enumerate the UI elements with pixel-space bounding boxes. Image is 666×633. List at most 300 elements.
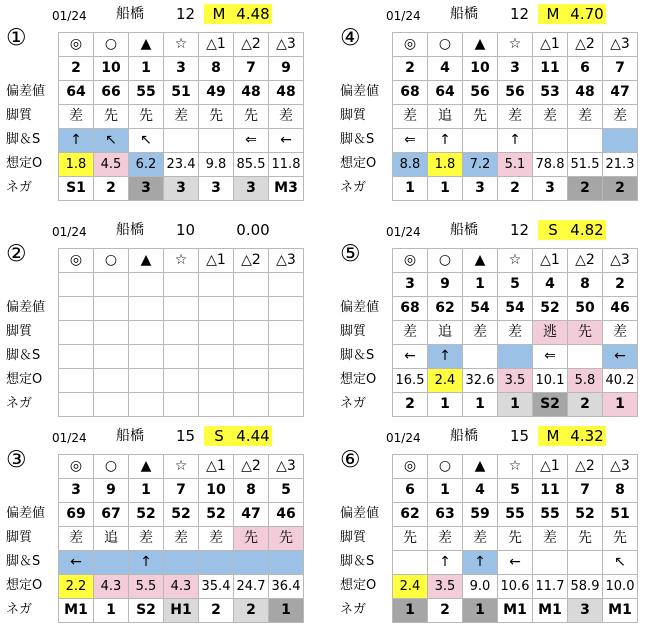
table-row [59, 177, 304, 201]
running-style-cell: 差 [603, 105, 638, 129]
race-venue: 船橋 [116, 222, 144, 238]
mark-cell: ◎ [393, 33, 428, 57]
row-labels [340, 80, 379, 200]
running-style-cell: 先 [234, 105, 269, 129]
mark-cell: ☆ [164, 249, 199, 273]
expected-odds-cell: 51.5 [568, 153, 603, 177]
race-number: 12 [176, 5, 196, 23]
row-label: 想定O [6, 578, 43, 593]
table-row [393, 479, 638, 503]
running-style-cell [164, 321, 199, 345]
deviation-cell: 66 [94, 81, 129, 105]
race-date: 01/24 [52, 431, 87, 445]
position-arrow-cell: ⇐ [393, 129, 428, 153]
race-number: 15 [176, 427, 196, 445]
running-style-cell: 先 [234, 527, 269, 551]
mark-cell: ☆ [498, 33, 533, 57]
mark-cell: ▲ [463, 33, 498, 57]
deviation-cell: 50 [568, 297, 603, 321]
table-row [393, 153, 638, 177]
position-arrow-cell: ↑ [428, 551, 463, 575]
deviation-cell: 62 [428, 297, 463, 321]
position-arrow-cell: ← [498, 551, 533, 575]
race-grade [204, 220, 234, 240]
row-labels [6, 502, 45, 622]
table-row [59, 321, 304, 345]
negative-cell: 2 [428, 599, 463, 623]
deviation-cell: 67 [94, 503, 129, 527]
mark-cell: △1 [533, 249, 568, 273]
position-arrow-cell [603, 129, 638, 153]
position-arrow-cell: ↑ [428, 345, 463, 369]
position-arrow-cell: ⇐ [533, 345, 568, 369]
mark-cell: △1 [199, 33, 234, 57]
negative-cell [94, 393, 129, 417]
race-venue: 船橋 [450, 6, 478, 22]
deviation-cell: 52 [533, 297, 568, 321]
running-style-cell: 追 [428, 105, 463, 129]
table-row [59, 57, 304, 81]
running-style-cell [59, 321, 94, 345]
horse-number-cell [59, 273, 94, 297]
mark-cell: △1 [533, 455, 568, 479]
negative-cell [164, 393, 199, 417]
position-arrow-cell: ↖ [603, 551, 638, 575]
deviation-cell: 48 [234, 81, 269, 105]
deviation-cell: 62 [393, 503, 428, 527]
mark-cell: △3 [603, 33, 638, 57]
running-style-cell: 差 [533, 105, 568, 129]
deviation-cell: 68 [393, 297, 428, 321]
mark-cell: ▲ [129, 249, 164, 273]
horse-number-cell: 3 [59, 479, 94, 503]
running-style-cell: 差 [59, 527, 94, 551]
table-row [393, 177, 638, 201]
negative-cell: 2 [393, 393, 428, 417]
table-row [59, 369, 304, 393]
deviation-cell: 64 [428, 81, 463, 105]
deviation-cell: 51 [603, 503, 638, 527]
deviation-cell: 55 [498, 503, 533, 527]
table-row [59, 393, 304, 417]
deviation-cell: 53 [533, 81, 568, 105]
horse-number-cell [94, 273, 129, 297]
table-row [59, 249, 304, 273]
negative-cell: 1 [393, 599, 428, 623]
horse-number-cell: 1 [428, 479, 463, 503]
position-arrow-cell: ↖ [129, 129, 164, 153]
table-row [393, 527, 638, 551]
panel-number: ① [6, 25, 27, 51]
table-row [59, 153, 304, 177]
expected-odds-cell: 3.5 [498, 369, 533, 393]
deviation-cell: 47 [234, 503, 269, 527]
horse-number-cell: 11 [533, 57, 568, 81]
deviation-cell: 46 [603, 297, 638, 321]
negative-cell: 1 [428, 393, 463, 417]
horse-number-cell: 11 [533, 479, 568, 503]
table-row [59, 575, 304, 599]
deviation-cell [129, 297, 164, 321]
expected-odds-cell: 5.8 [568, 369, 603, 393]
position-arrow-cell [393, 551, 428, 575]
expected-odds-cell: 1.8 [59, 153, 94, 177]
race-date: 01/24 [386, 431, 421, 445]
prediction-table [58, 248, 304, 417]
mark-cell: △2 [234, 249, 269, 273]
expected-odds-cell [59, 369, 94, 393]
mark-cell: ◎ [393, 249, 428, 273]
negative-cell: S1 [59, 177, 94, 201]
table-row [393, 33, 638, 57]
expected-odds-cell: 16.5 [393, 369, 428, 393]
race-score: 0.00 [236, 221, 270, 239]
mark-cell: ◎ [59, 249, 94, 273]
expected-odds-cell: 32.6 [463, 369, 498, 393]
position-arrow-cell: ⇐ [234, 129, 269, 153]
expected-odds-cell: 3.5 [428, 575, 463, 599]
mark-cell: △2 [568, 33, 603, 57]
horse-number-cell: 6 [568, 57, 603, 81]
negative-cell: 1 [269, 599, 304, 623]
horse-number-cell: 7 [234, 57, 269, 81]
running-style-cell: 差 [393, 321, 428, 345]
table-row [393, 393, 638, 417]
negative-cell: M1 [59, 599, 94, 623]
row-label: 脚＆S [340, 132, 375, 147]
row-label: 想定O [340, 372, 377, 387]
mark-cell: ☆ [164, 33, 199, 57]
deviation-cell [59, 297, 94, 321]
position-arrow-cell [199, 551, 234, 575]
mark-cell: △2 [234, 455, 269, 479]
position-arrow-cell [94, 345, 129, 369]
row-labels [340, 502, 379, 622]
row-label: ネガ [6, 602, 33, 617]
expected-odds-cell: 2.4 [393, 575, 428, 599]
mark-cell: ▲ [463, 455, 498, 479]
mark-cell: ○ [94, 455, 129, 479]
expected-odds-cell: 36.4 [269, 575, 304, 599]
position-arrow-cell [498, 345, 533, 369]
table-row [59, 345, 304, 369]
position-arrow-cell: ↑ [428, 129, 463, 153]
row-label: 脚質 [6, 108, 33, 123]
expected-odds-cell [234, 369, 269, 393]
position-arrow-cell [59, 345, 94, 369]
mark-cell: ▲ [129, 33, 164, 57]
table-row [393, 455, 638, 479]
deviation-cell: 54 [498, 297, 533, 321]
expected-odds-cell: 85.5 [234, 153, 269, 177]
mark-cell: △3 [269, 33, 304, 57]
table-row [59, 503, 304, 527]
running-style-cell: 差 [428, 527, 463, 551]
deviation-cell [199, 297, 234, 321]
panel-number: ⑥ [340, 447, 361, 473]
negative-cell: 2 [498, 177, 533, 201]
running-style-cell: 差 [498, 321, 533, 345]
running-style-cell: 先 [393, 527, 428, 551]
row-label: 脚質 [6, 530, 33, 545]
running-style-cell: 差 [199, 527, 234, 551]
running-style-cell: 先 [269, 527, 304, 551]
running-style-cell: 先 [199, 105, 234, 129]
table-row [59, 81, 304, 105]
horse-number-cell [199, 273, 234, 297]
expected-odds-cell: 4.5 [94, 153, 129, 177]
race-score: 4.48 [234, 4, 272, 24]
row-label: 脚質 [340, 324, 367, 339]
expected-odds-cell: 78.8 [533, 153, 568, 177]
race-grade: M [538, 426, 568, 446]
expected-odds-cell: 2.2 [59, 575, 94, 599]
position-arrow-cell [129, 345, 164, 369]
table-row [59, 551, 304, 575]
negative-cell: 1 [393, 177, 428, 201]
horse-number-cell: 2 [393, 57, 428, 81]
deviation-cell: 48 [269, 81, 304, 105]
race-number: 12 [510, 221, 530, 239]
table-row [393, 129, 638, 153]
negative-cell: 1 [463, 599, 498, 623]
deviation-cell: 55 [129, 81, 164, 105]
mark-cell: △3 [603, 455, 638, 479]
mark-cell: △1 [533, 33, 568, 57]
running-style-cell: 差 [603, 321, 638, 345]
mark-cell: △3 [603, 249, 638, 273]
table-row [59, 129, 304, 153]
negative-cell [269, 393, 304, 417]
expected-odds-cell [129, 369, 164, 393]
expected-odds-cell: 4.3 [164, 575, 199, 599]
position-arrow-cell [234, 551, 269, 575]
negative-cell: H1 [164, 599, 199, 623]
horse-number-cell: 7 [164, 479, 199, 503]
negative-cell: S2 [129, 599, 164, 623]
running-style-cell: 差 [59, 105, 94, 129]
horse-number-cell: 8 [568, 273, 603, 297]
position-arrow-cell [164, 551, 199, 575]
horse-number-cell: 8 [199, 57, 234, 81]
deviation-cell: 52 [199, 503, 234, 527]
mark-cell: △3 [269, 249, 304, 273]
mark-cell: △1 [199, 249, 234, 273]
race-date: 01/24 [52, 9, 87, 23]
negative-cell: 3 [164, 177, 199, 201]
mark-cell: ○ [428, 455, 463, 479]
expected-odds-cell: 4.3 [94, 575, 129, 599]
mark-cell: ☆ [164, 455, 199, 479]
negative-cell: 3 [199, 177, 234, 201]
running-style-cell: 先 [568, 527, 603, 551]
running-style-cell: 先 [463, 105, 498, 129]
table-row [393, 321, 638, 345]
mark-cell: △1 [199, 455, 234, 479]
horse-number-cell: 9 [269, 57, 304, 81]
race-number: 12 [510, 5, 530, 23]
position-arrow-cell [164, 345, 199, 369]
expected-odds-cell: 23.4 [164, 153, 199, 177]
table-row [393, 297, 638, 321]
race-venue: 船橋 [116, 428, 144, 444]
panel-3 [0, 422, 332, 632]
horse-number-cell: 8 [603, 479, 638, 503]
position-arrow-cell [234, 345, 269, 369]
running-style-cell [269, 321, 304, 345]
horse-number-cell: 3 [393, 273, 428, 297]
negative-cell: 2 [568, 177, 603, 201]
row-label: 想定O [6, 372, 43, 387]
position-arrow-cell: ↑ [59, 129, 94, 153]
prediction-table [392, 454, 638, 623]
horse-number-cell: 5 [498, 273, 533, 297]
race-grade: M [204, 4, 234, 24]
horse-number-cell [164, 273, 199, 297]
horse-number-cell: 3 [164, 57, 199, 81]
row-label: 脚＆S [340, 554, 375, 569]
running-style-cell: 差 [568, 105, 603, 129]
running-style-cell: 差 [463, 527, 498, 551]
negative-cell: 2 [568, 393, 603, 417]
negative-cell: 3 [463, 177, 498, 201]
negative-cell: M1 [498, 599, 533, 623]
running-style-cell [234, 321, 269, 345]
expected-odds-cell: 10.1 [533, 369, 568, 393]
negative-cell: 1 [94, 599, 129, 623]
running-style-cell [129, 321, 164, 345]
negative-cell: 3 [533, 177, 568, 201]
row-label: 脚＆S [340, 348, 375, 363]
row-label: 脚＆S [6, 348, 41, 363]
position-arrow-cell: ↑ [463, 551, 498, 575]
mark-cell: ☆ [498, 455, 533, 479]
expected-odds-cell: 10.6 [498, 575, 533, 599]
panel-2 [0, 216, 332, 426]
position-arrow-cell [164, 129, 199, 153]
row-label: ネガ [340, 602, 367, 617]
expected-odds-cell: 7.2 [463, 153, 498, 177]
race-score: 4.82 [568, 220, 606, 240]
negative-cell [234, 393, 269, 417]
table-row [59, 105, 304, 129]
row-label: ネガ [6, 180, 33, 195]
race-number: 15 [510, 427, 530, 445]
table-row [393, 551, 638, 575]
race-venue: 船橋 [450, 222, 478, 238]
expected-odds-cell: 11.7 [533, 575, 568, 599]
running-style-cell: 差 [164, 105, 199, 129]
negative-cell: 3 [234, 177, 269, 201]
row-label: 脚質 [340, 108, 367, 123]
position-arrow-cell: ← [59, 551, 94, 575]
panel-number: ③ [6, 447, 27, 473]
mark-cell: △3 [269, 455, 304, 479]
prediction-table [58, 32, 304, 201]
expected-odds-cell: 40.2 [603, 369, 638, 393]
deviation-cell: 46 [269, 503, 304, 527]
panel-number: ⑤ [340, 241, 361, 267]
position-arrow-cell: ↖ [94, 129, 129, 153]
horse-number-cell: 4 [533, 273, 568, 297]
horse-number-cell: 1 [463, 273, 498, 297]
expected-odds-cell: 21.3 [603, 153, 638, 177]
running-style-cell: 差 [164, 527, 199, 551]
row-label: 想定O [340, 578, 377, 593]
running-style-cell: 追 [94, 527, 129, 551]
table-row [59, 273, 304, 297]
negative-cell: 3 [568, 599, 603, 623]
deviation-cell: 56 [463, 81, 498, 105]
negative-cell: 2 [603, 177, 638, 201]
expected-odds-cell: 8.8 [393, 153, 428, 177]
mark-cell: ☆ [498, 249, 533, 273]
running-style-cell: 差 [498, 105, 533, 129]
deviation-cell: 52 [568, 503, 603, 527]
table-row [59, 33, 304, 57]
horse-number-cell: 3 [498, 57, 533, 81]
running-style-cell [199, 321, 234, 345]
panel-number: ② [6, 241, 27, 267]
table-row [393, 81, 638, 105]
row-label: 偏差値 [340, 84, 380, 99]
mark-cell: ◎ [393, 455, 428, 479]
expected-odds-cell: 9.0 [463, 575, 498, 599]
expected-odds-cell: 2.4 [428, 369, 463, 393]
negative-cell: 1 [463, 393, 498, 417]
deviation-cell: 48 [568, 81, 603, 105]
prediction-table [392, 248, 638, 417]
horse-number-cell: 9 [428, 273, 463, 297]
row-label: 偏差値 [6, 506, 46, 521]
expected-odds-cell: 24.7 [234, 575, 269, 599]
expected-odds-cell [199, 369, 234, 393]
horse-number-cell: 8 [234, 479, 269, 503]
expected-odds-cell: 5.1 [498, 153, 533, 177]
expected-odds-cell: 11.8 [269, 153, 304, 177]
running-style-cell: 差 [533, 527, 568, 551]
horse-number-cell: 5 [269, 479, 304, 503]
expected-odds-cell: 1.8 [428, 153, 463, 177]
table-row [393, 249, 638, 273]
horse-number-cell: 1 [129, 57, 164, 81]
negative-cell [129, 393, 164, 417]
horse-number-cell [234, 273, 269, 297]
position-arrow-cell [269, 345, 304, 369]
table-row [393, 503, 638, 527]
mark-cell: △2 [568, 455, 603, 479]
race-score: 4.44 [234, 426, 272, 446]
running-style-cell: 先 [498, 527, 533, 551]
table-row [59, 455, 304, 479]
position-arrow-cell: ← [269, 129, 304, 153]
deviation-cell: 63 [428, 503, 463, 527]
negative-cell: M3 [269, 177, 304, 201]
negative-cell: 3 [129, 177, 164, 201]
row-label: ネガ [6, 396, 33, 411]
negative-cell: S2 [533, 393, 568, 417]
row-labels [340, 296, 379, 416]
position-arrow-cell [269, 551, 304, 575]
mark-cell: ◎ [59, 33, 94, 57]
position-arrow-cell [568, 129, 603, 153]
running-style-cell: 先 [568, 321, 603, 345]
prediction-table [392, 32, 638, 201]
position-arrow-cell [199, 345, 234, 369]
table-row [59, 599, 304, 623]
deviation-cell: 68 [393, 81, 428, 105]
row-labels [6, 80, 45, 200]
